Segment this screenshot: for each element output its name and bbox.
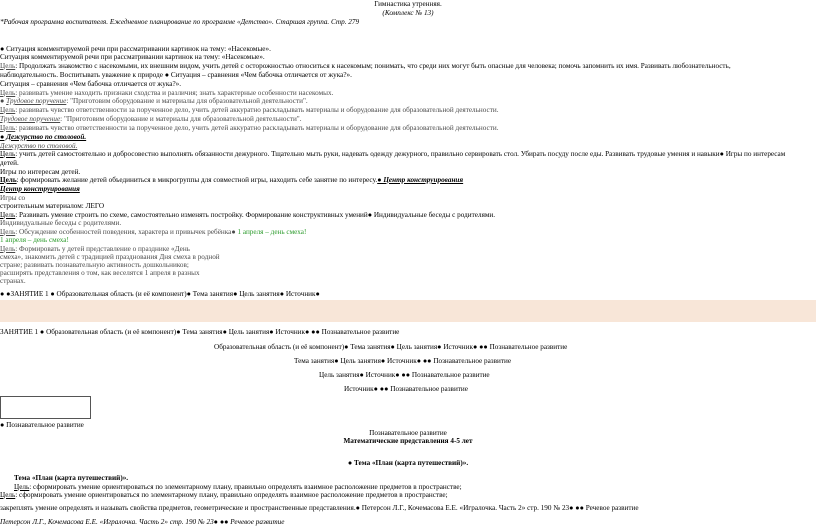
goal-label: Цель: [0, 228, 16, 236]
labor-label: Трудовое поручение: [0, 115, 61, 123]
goal-label: Цель: [0, 124, 16, 132]
goal-text: : формировать желание детей объединиться в микрогруппы для совместной игры, находить себе занятие по интересу.: [16, 176, 378, 184]
construct-line2: строительным материалом: ЛЕГО: [0, 202, 105, 210]
goal-label: Цель: [0, 245, 16, 253]
goal-label: Цель: [0, 106, 16, 114]
goal-label: Цель: [0, 491, 16, 499]
goal-text: : сформировать умение ориентироваться по элементарному плану, правильно определять взаимное расположение предметов в пространстве;: [15, 491, 448, 499]
goal-text: : Формировать у детей представление о празднике «День: [15, 245, 190, 253]
goal-text: : развивать умение находить признаки сходства и различия; знать характерные особенности насекомых.: [15, 89, 334, 97]
center-heading: ● Центр конструирования: [377, 176, 464, 184]
page-title: Гимнастика утренняя.: [374, 0, 442, 8]
labor-heading: [0, 97, 308, 106]
situation-goal-cont: наблюдательность. Воспитывать уважение к природе ● Ситуация – сравнения «Чем бабочка отличается от жука?».: [0, 71, 352, 79]
bullet: ●: [0, 97, 5, 105]
april-goal-cont3: расширять представления о том, как веселятся 1 апреля в разных: [0, 269, 200, 277]
situation-goal: [0, 62, 731, 71]
april-fools-inline: 1 апреля – день смеха!: [235, 228, 307, 236]
highlight-band: [0, 300, 816, 322]
lesson-row-3: Образовательная область (и её компонент)● Тема занятия● Цель занятия● Источник● ●● Познавательное развитие: [214, 343, 568, 351]
lesson-row-5: Цель занятия● Источник● ●● Познавательное развитие: [319, 371, 490, 379]
april-goal-cont4: странах.: [0, 277, 26, 285]
goal-text: : развивать чувство ответственности за порученное дело, учить детей аккуратно раскладывать материалы и оборудование для образовательной деятельности.: [15, 106, 499, 114]
labor-goal-repeat: [0, 124, 499, 133]
math-topic-repeat: Тема «План (карта путешествий)».: [14, 474, 129, 482]
compare-situation: Ситуация – сравнения «Чем бабочка отличается от жука?».: [0, 80, 182, 88]
center-heading-repeat: Центр конструирования: [0, 185, 80, 193]
complex-number: (Комплекс № 13): [382, 9, 434, 17]
math-source: Петерсон Л.Г., Кочемасова Е.Е. «Игралочка. Часть 2» стр. 190 № 23● ●● Речевое развитие: [0, 518, 285, 526]
goal-text: : Обсуждение особенностей поведения, характера и привычек ребёнка●: [15, 228, 236, 236]
program-reference: *Рабочая программа воспитателя. Ежедневное планирование по программе «Детство». Старшая группа. Стр. 279: [0, 18, 360, 26]
april-goal-cont2: стране; развивать познавательную активность дошкольников;: [0, 261, 189, 269]
duty-goal-cont: детей.: [0, 159, 19, 167]
duty-heading: ● Дежурство по столовой.: [0, 133, 87, 141]
situation-heading-repeat: Ситуация комментируемой речи при рассматривании картинок на тему: «Насекомые».: [0, 53, 265, 61]
empty-box: [0, 396, 91, 419]
goal-text: : сформировать умение ориентироваться по элементарному плану, правильно определять взаимное расположение предметов в пространстве;: [29, 483, 462, 491]
math-title: Математические представления 4-5 лет: [343, 437, 473, 445]
goal-text: : Развивать умение строить по схеме, самостоятельно изменять постройку. Формирование конструктивных умений● Индивидуальные беседы с родителями.: [15, 211, 496, 219]
labor-goal: [0, 106, 499, 115]
labor-label: Трудовое поручение: [6, 97, 67, 105]
goal-label: Цель: [0, 62, 16, 70]
games-heading: Игры по интересам детей.: [0, 168, 81, 176]
lesson-row-4: Тема занятия● Цель занятия● Источник● ●● Познавательное развитие: [294, 357, 512, 365]
labor-text: : "Приготовим оборудование и материалы для образовательной деятельности".: [60, 115, 302, 123]
math-goal-3: закреплять умение определять и называть свойства предметов, геометрические и пространственные представления.● Петерсон Л.Г., Кочемасова Е.Е. «Игралочка. Часть 2» стр. 190 № 23● ●● Речевое развитие: [0, 504, 639, 512]
situation-heading: ● Ситуация комментируемой речи при рассматривании картинок на тему: «Насекомые».: [0, 45, 271, 53]
goal-label: Цель: [0, 176, 17, 184]
duty-goal: [0, 150, 785, 159]
lesson-row-7: ● Познавательное развитие: [0, 421, 84, 429]
math-goal-2: [0, 491, 448, 500]
duty-heading-repeat: Дежурство по столовой.: [0, 142, 78, 150]
labor-heading-repeat: [0, 115, 302, 124]
lesson-row-2: ЗАНЯТИЕ 1 ● Образовательная область (и её компонент)● Тема занятия● Цель занятия● Источник● ●● Познавательное развитие: [0, 328, 400, 336]
goal-label: Цель: [0, 89, 16, 97]
lesson-row-1: ● ●ЗАНЯТИЕ 1 ● Образовательная область (и её компонент)● Тема занятия● Цель занятия● Источник●: [0, 290, 320, 298]
goal-text: : учить детей самостоятельно и добросовестно выполнять обязанности дежурного. Тщательно мыть руки, надевать одежду дежурного, правильно сервировать стол. Убирать посуду после еды. Развивать трудовые умения и навыки● Игры по интересам: [15, 150, 786, 158]
games-goal: [0, 176, 463, 185]
goal-label: Цель: [0, 150, 16, 158]
goal-text: : развивать чувство ответственности за порученное дело, учить детей аккуратно раскладывать материалы и оборудование для образовательной деятельности.: [15, 124, 499, 132]
parents-talk: Индивидуальные беседы с родителями.: [0, 219, 122, 227]
labor-text: : "Приготовим оборудование и материалы для образовательной деятельности".: [66, 97, 308, 105]
april-goal-cont1: смеха», знакомить детей с традицией празднования Дня смеха в родной: [0, 253, 220, 261]
lesson-row-6: Источник● ●● Познавательное развитие: [344, 385, 468, 393]
april-fools-heading: 1 апреля – день смеха!: [0, 236, 69, 244]
math-topic: ● Тема «План (карта путешествий)».: [347, 459, 469, 467]
goal-text: : Продолжать знакомство с насекомыми, их внешним видом, учить детей с осторожностью относиться к насекомым; понимать, что среди них могут быть опасные для человека; помочь запомнить их имя. Развивать любознательность,: [15, 62, 731, 70]
math-area: Познавательное развитие: [369, 429, 447, 437]
construct-line1: Игры со: [0, 194, 26, 202]
goal-label: Цель: [14, 483, 30, 491]
goal-label: Цель: [0, 211, 16, 219]
